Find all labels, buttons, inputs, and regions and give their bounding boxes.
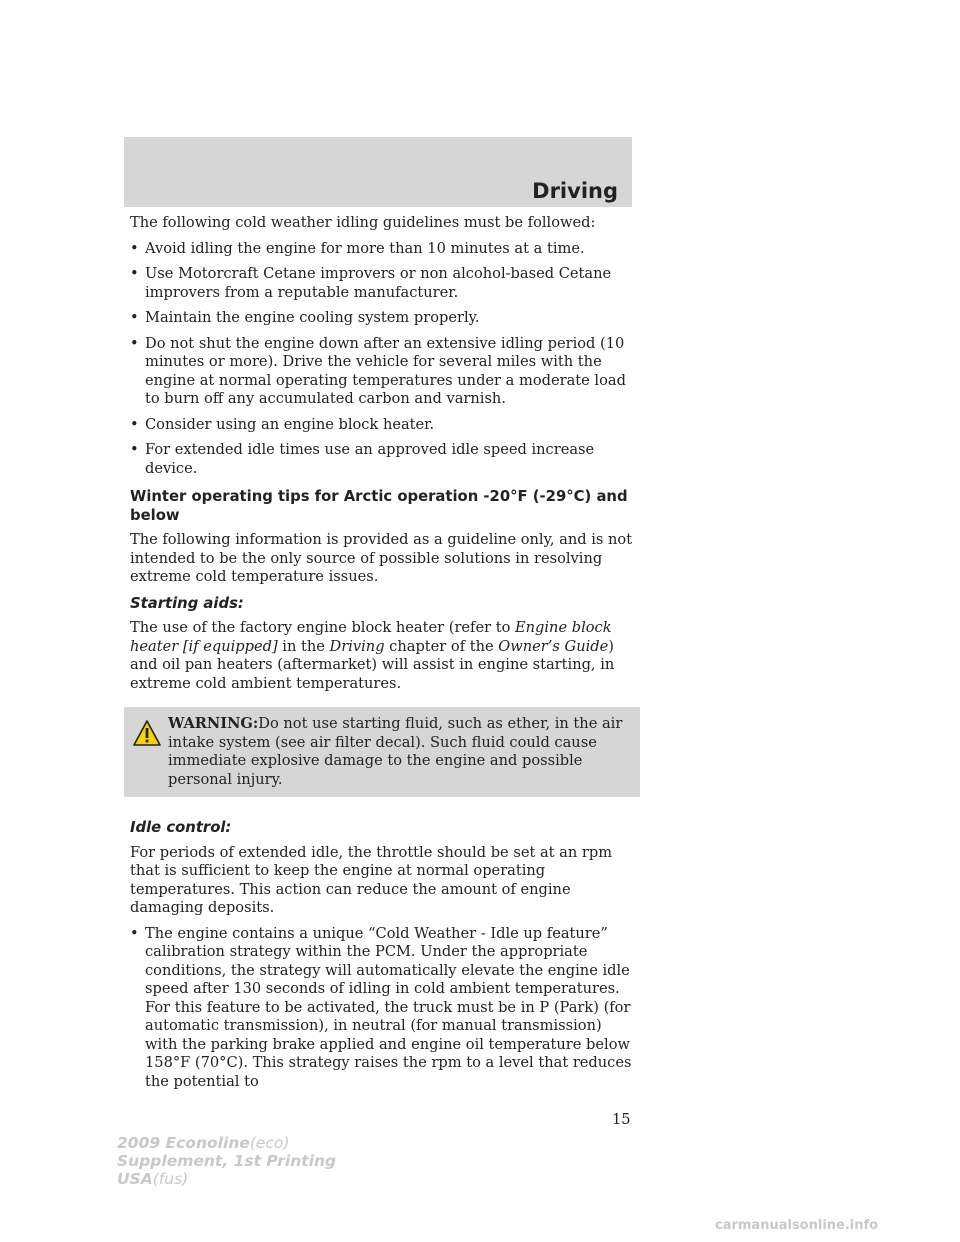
bullet-icon: •: [130, 334, 139, 352]
warning-box: [124, 707, 640, 797]
bullet-icon: •: [130, 441, 139, 458]
intro-text: The following cold weather idling guidelines must be followed:: [130, 214, 596, 231]
warning-label: WARNING:: [168, 715, 259, 732]
bullet-icon: •: [130, 309, 139, 326]
starting-aids-text: The use of the factory engine block heater (refer to Engine block heater [if equipped] in the Driving chapter of the Owner’s Guide) and oil pan heaters (aftermarket) will assist in engine starting, in extreme cold ambient temperatures.: [130, 619, 615, 692]
warning-text: WARNING:Do not use starting fluid, such as ether, in the air intake system (see air filter decal). Such fluid could cause immediate explosive damage to the engine and possible personal injury.: [168, 715, 623, 788]
list-item: • Use Motorcraft Cetane improvers or non alcohol-based Cetane improvers from a reputable manufacturer.: [130, 265, 612, 301]
list-item: • Maintain the engine cooling system properly.: [130, 309, 480, 326]
idle-guidelines-list: [130, 240, 634, 479]
idle-control-text: For periods of extended idle, the throttle should be set at an rpm that is sufficient to keep the engine at normal operating temperatures. This action can reduce the amount of engine damaging deposits.: [130, 843, 613, 916]
reference-owners-guide: Owner’s Guide: [498, 637, 609, 655]
chapter-title: Driving: [532, 179, 618, 203]
list-item: • For extended idle times use an approved idle speed increase device.: [130, 441, 595, 477]
print-footer: 2009 Econoline(eco) Supplement, 1st Printing USA(fus): [117, 1134, 337, 1188]
list-item: • The engine contains a unique “Cold Weather - Idle up feature” calibration strategy within the PCM. Under the appropriate conditions, the strategy will automatically elevate the engine idle speed after 130 seconds of idling in cold ambient temperatures. For this feature to be activated, the truck must be in P (Park) (for automatic transmission), in neutral (for manual transmission) with the parking brake applied and engine oil temperature below 158°F (70°C). This strategy raises the rpm to a level that reduces the potential to: [130, 924, 632, 1090]
idle-control-list: [130, 925, 634, 1092]
watermark: carmanualsonline.info: [715, 1218, 879, 1233]
starting-aids-heading: Starting aids:: [130, 594, 244, 612]
bullet-icon: •: [130, 239, 139, 257]
bullet-icon: •: [130, 924, 139, 942]
list-item: • Do not shut the engine down after an extensive idling period (10 minutes or more). Drive the vehicle for several miles with the engine at normal operating temperatures under a moderate load to burn off any accumulated carbon and varnish.: [130, 334, 626, 407]
chapter-header-tab: [124, 137, 632, 207]
page-content: [130, 214, 634, 1098]
bullet-icon: •: [130, 265, 139, 282]
reference-engine-block-heater: Engine block heater [if equipped]: [130, 619, 612, 655]
list-item: • Consider using an engine block heater.: [130, 415, 435, 433]
list-item: • Avoid idling the engine for more than 10 minutes at a time.: [130, 239, 585, 257]
winter-text: The following information is provided as a guideline only, and is not intended to be the only source of possible solutions in resolving extreme cold temperature issues.: [130, 531, 633, 585]
warning-triangle-icon: [132, 719, 162, 747]
idle-control-heading: Idle control:: [130, 819, 232, 836]
page-number: 15: [612, 1111, 631, 1128]
bullet-icon: •: [130, 415, 139, 433]
reference-driving-chapter: Driving: [329, 637, 385, 655]
winter-heading: Winter operating tips for Arctic operation -20°F (-29°C) and below: [130, 488, 628, 524]
